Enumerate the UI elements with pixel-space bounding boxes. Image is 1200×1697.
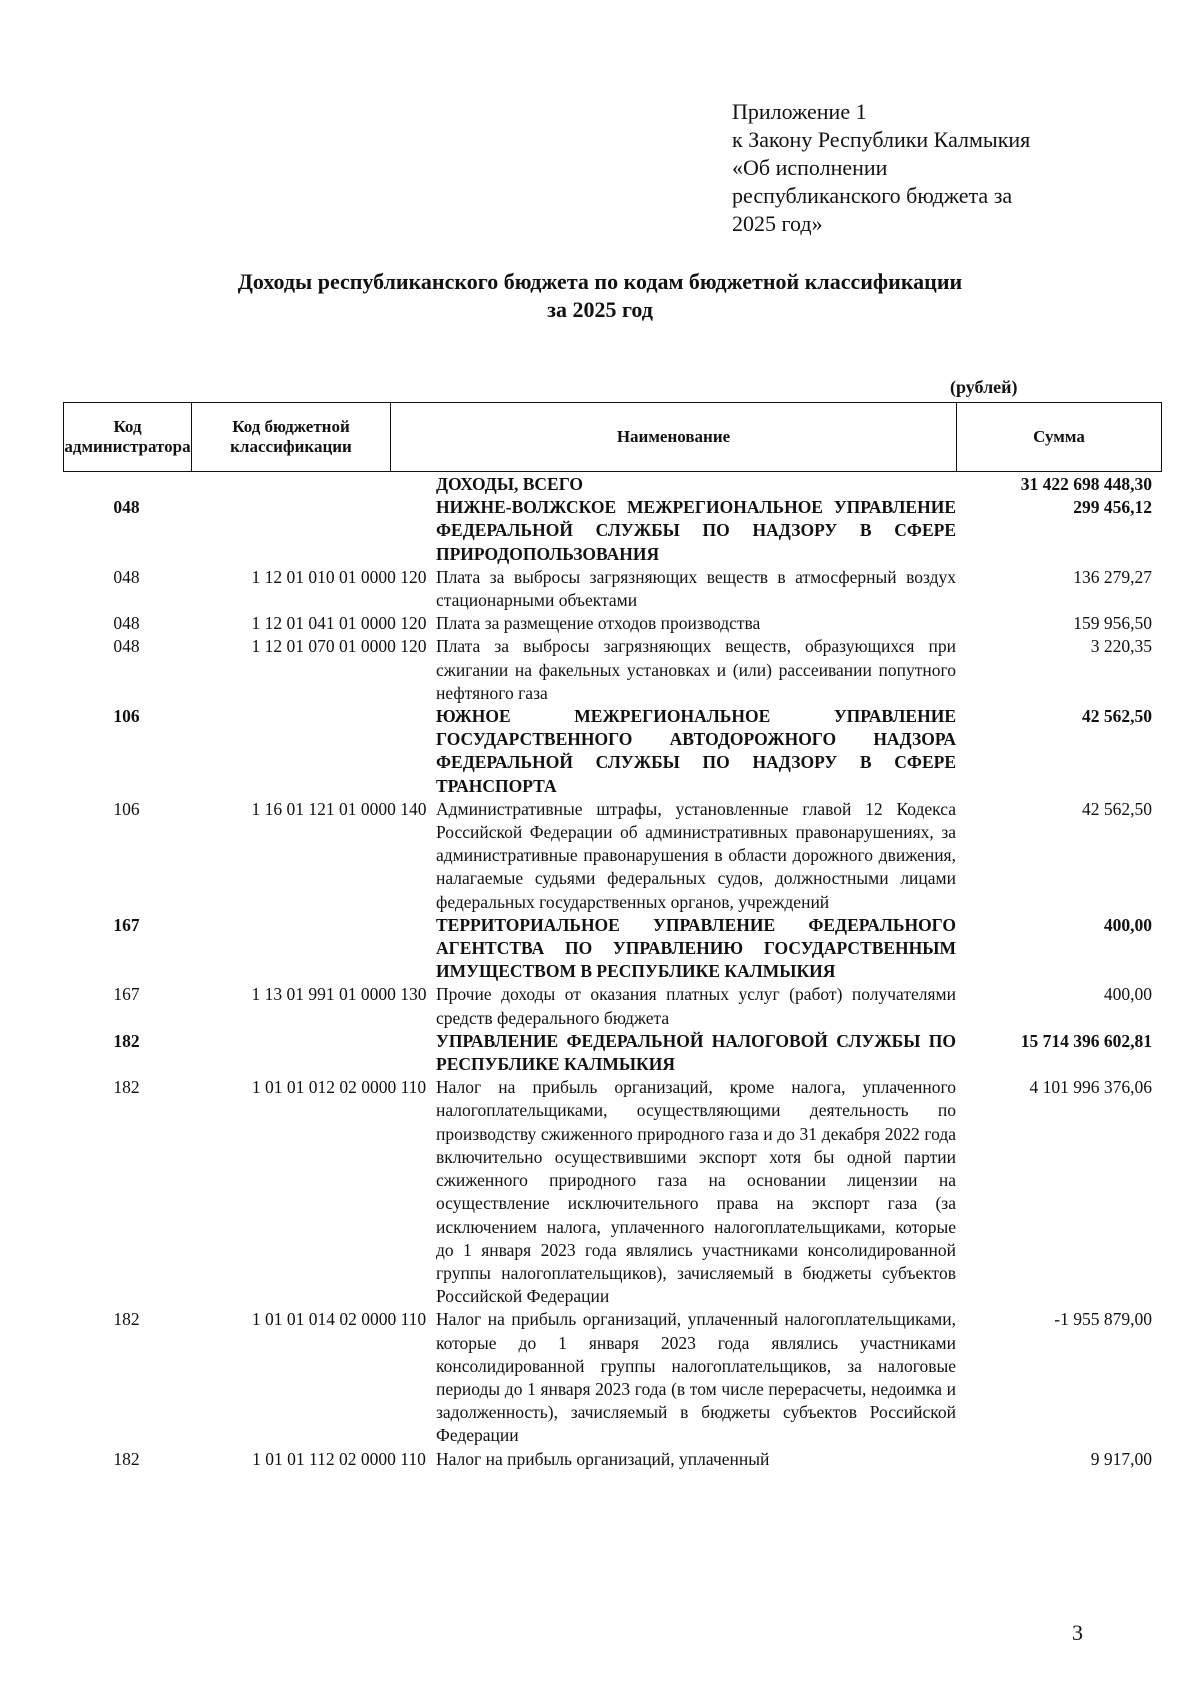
appendix-line: Приложение 1 [732,99,867,124]
table-row [63,612,1162,635]
name-cell: Налог на прибыль организаций, кроме налога, уплаченного налогоплательщиками, осуществляющими деятельность по производству сжиженного природного газа и до 31 декабря 2022 года включительно осуществившими экспорт хотя бы одной партии сжиженного природного газа на основании лицензии на осуществление исключительного права на экспорт газа (за исключением налога, уплаченного налогоплательщиками, которые до 1 января 2023 года являлись участниками консолидированной группы налогоплательщиков), зачисляемый в бюджеты субъектов Российской Федерации [436,1077,956,1307]
table-row [63,1448,1162,1471]
sum-cell: 15 714 396 602,81 [1020,1030,1152,1051]
table-row [63,1076,1162,1308]
classification-code-cell: 1 16 01 121 01 0000 140 [251,798,427,819]
name-cell: НИЖНЕ-ВОЛЖСКОЕ МЕЖРЕГИОНАЛЬНОЕ УПРАВЛЕНИЕ ФЕДЕРАЛЬНОЙ СЛУЖБЫ ПО НАДЗОРУ В СФЕРЕ ПРИРОДОПОЛЬЗОВАНИЯ [436,497,956,564]
table-row [63,798,1162,914]
name-cell: ЮЖНОЕ МЕЖРЕГИОНАЛЬНОЕ УПРАВЛЕНИЕ ГОСУДАРСТВЕННОГО АВТОДОРОЖНОГО НАДЗОРА ФЕДЕРАЛЬНОЙ СЛУЖБЫ ПО НАДЗОРУ В СФЕРЕ ТРАНСПОРТА [436,706,956,796]
title-line: за 2025 год [547,297,653,322]
sum-cell: 400,00 [1103,914,1152,935]
table-row [63,496,1162,566]
sum-cell: 42 562,50 [1082,706,1152,727]
table-row [63,983,1162,1029]
sum-cell: 4 101 996 376,06 [1029,1077,1152,1098]
classification-code-cell: 1 01 01 014 02 0000 110 [251,1309,427,1330]
admin-code-cell: 182 [113,1448,140,1469]
sum-cell: 3 220,35 [1090,636,1152,657]
document-title [0,268,1200,324]
sum-cell: 31 422 698 448,30 [1020,474,1152,494]
admin-code-cell: 182 [113,1030,140,1051]
name-cell: Налог на прибыль организаций, уплаченный [436,1448,770,1469]
sum-cell: 159 956,50 [1073,613,1152,634]
table-body [63,473,1162,1471]
header-classification-code: Код бюджетной классификации [230,417,352,456]
sum-cell: 9 917,00 [1090,1448,1152,1469]
name-cell: ТЕРРИТОРИАЛЬНОЕ УПРАВЛЕНИЕ ФЕДЕРАЛЬНОГО АГЕНТСТВА ПО УПРАВЛЕНИЮ ГОСУДАРСТВЕННЫМ ИМУЩЕСТВОМ В РЕСПУБЛИКЕ КАЛМЫКИЯ [436,914,956,982]
classification-code-cell: 1 12 01 010 01 0000 120 [251,566,427,587]
header-sum: Сумма [1033,427,1085,446]
name-cell: Прочие доходы от оказания платных услуг (работ) получателями средств федерального бюджета [436,984,956,1028]
appendix-line: «Об исполнении [732,155,888,180]
name-cell: Административные штрафы, установленные главой 12 Кодекса Российской Федерации об административных правонарушениях, за административные правонарушения в области дорожного движения, налагаемые судьями федеральных судов, должностными лицами федеральных государственных органов, учреждений [436,798,956,912]
title-line: Доходы республиканского бюджета по кодам бюджетной классификации [237,269,963,294]
sum-cell: 42 562,50 [1082,798,1152,819]
admin-code-cell: 106 [113,706,140,727]
admin-code-cell: 048 [113,566,140,587]
sum-cell: 136 279,27 [1073,566,1152,587]
table-row [63,705,1162,798]
appendix-line: к Закону Республики Калмыкия [732,127,1031,152]
classification-code-cell: 1 12 01 041 01 0000 120 [251,613,427,634]
admin-code-cell: 167 [113,984,140,1005]
name-cell: ДОХОДЫ, ВСЕГО [436,474,584,494]
table-row [63,635,1162,705]
name-cell: Плата за выбросы загрязняющих веществ, образующихся при сжигании на факельных установках и (или) рассеивании попутного нефтяного газа [436,636,956,703]
admin-code-cell: 182 [113,1077,140,1098]
table-header [63,402,1162,472]
sum-cell: 400,00 [1103,984,1152,1005]
admin-code-cell: 048 [113,497,140,518]
sum-cell: -1 955 879,00 [1054,1309,1152,1330]
admin-code-cell: 106 [113,798,140,819]
table-row [63,566,1162,612]
table-row [63,473,1162,496]
unit-label: (рублей) [950,377,1018,397]
table-row [63,914,1162,984]
sum-cell: 299 456,12 [1073,497,1152,518]
table-row [63,1308,1162,1447]
name-cell: Плата за размещение отходов производства [436,613,761,634]
admin-code-cell: 167 [113,914,140,935]
classification-code-cell: 1 12 01 070 01 0000 120 [251,636,427,657]
classification-code-cell: 1 13 01 991 01 0000 130 [251,984,427,1005]
appendix-line: республиканского бюджета за [732,183,1013,208]
classification-code-cell: 1 01 01 112 02 0000 110 [252,1448,426,1469]
admin-code-cell: 048 [113,613,140,634]
name-cell: УПРАВЛЕНИЕ ФЕДЕРАЛЬНОЙ НАЛОГОВОЙ СЛУЖБЫ ПО РЕСПУБЛИКЕ КАЛМЫКИЯ [436,1030,956,1075]
admin-code-cell: 048 [113,636,140,657]
table-row [63,1030,1162,1076]
appendix-header [732,98,1030,238]
name-cell: Плата за выбросы загрязняющих веществ в атмосферный воздух стационарными объектами [436,566,956,611]
header-name: Наименование [616,427,731,446]
admin-code-cell: 182 [113,1309,140,1330]
name-cell: Налог на прибыль организаций, уплаченный налогоплательщиками, которые до 1 января 2023 года являлись участниками консолидированной группы налогоплательщиков, за налоговые периоды до 1 января 2023 года (в том числе перерасчеты, недоимка и задолженность), зачисляемый в бюджеты субъектов Российской Федерации [436,1309,956,1446]
classification-code-cell: 1 01 01 012 02 0000 110 [251,1077,427,1098]
page-number: 3 [1072,1620,1083,1645]
header-admin-code: Код администратора [64,417,191,456]
appendix-line: 2025 год» [732,211,823,236]
